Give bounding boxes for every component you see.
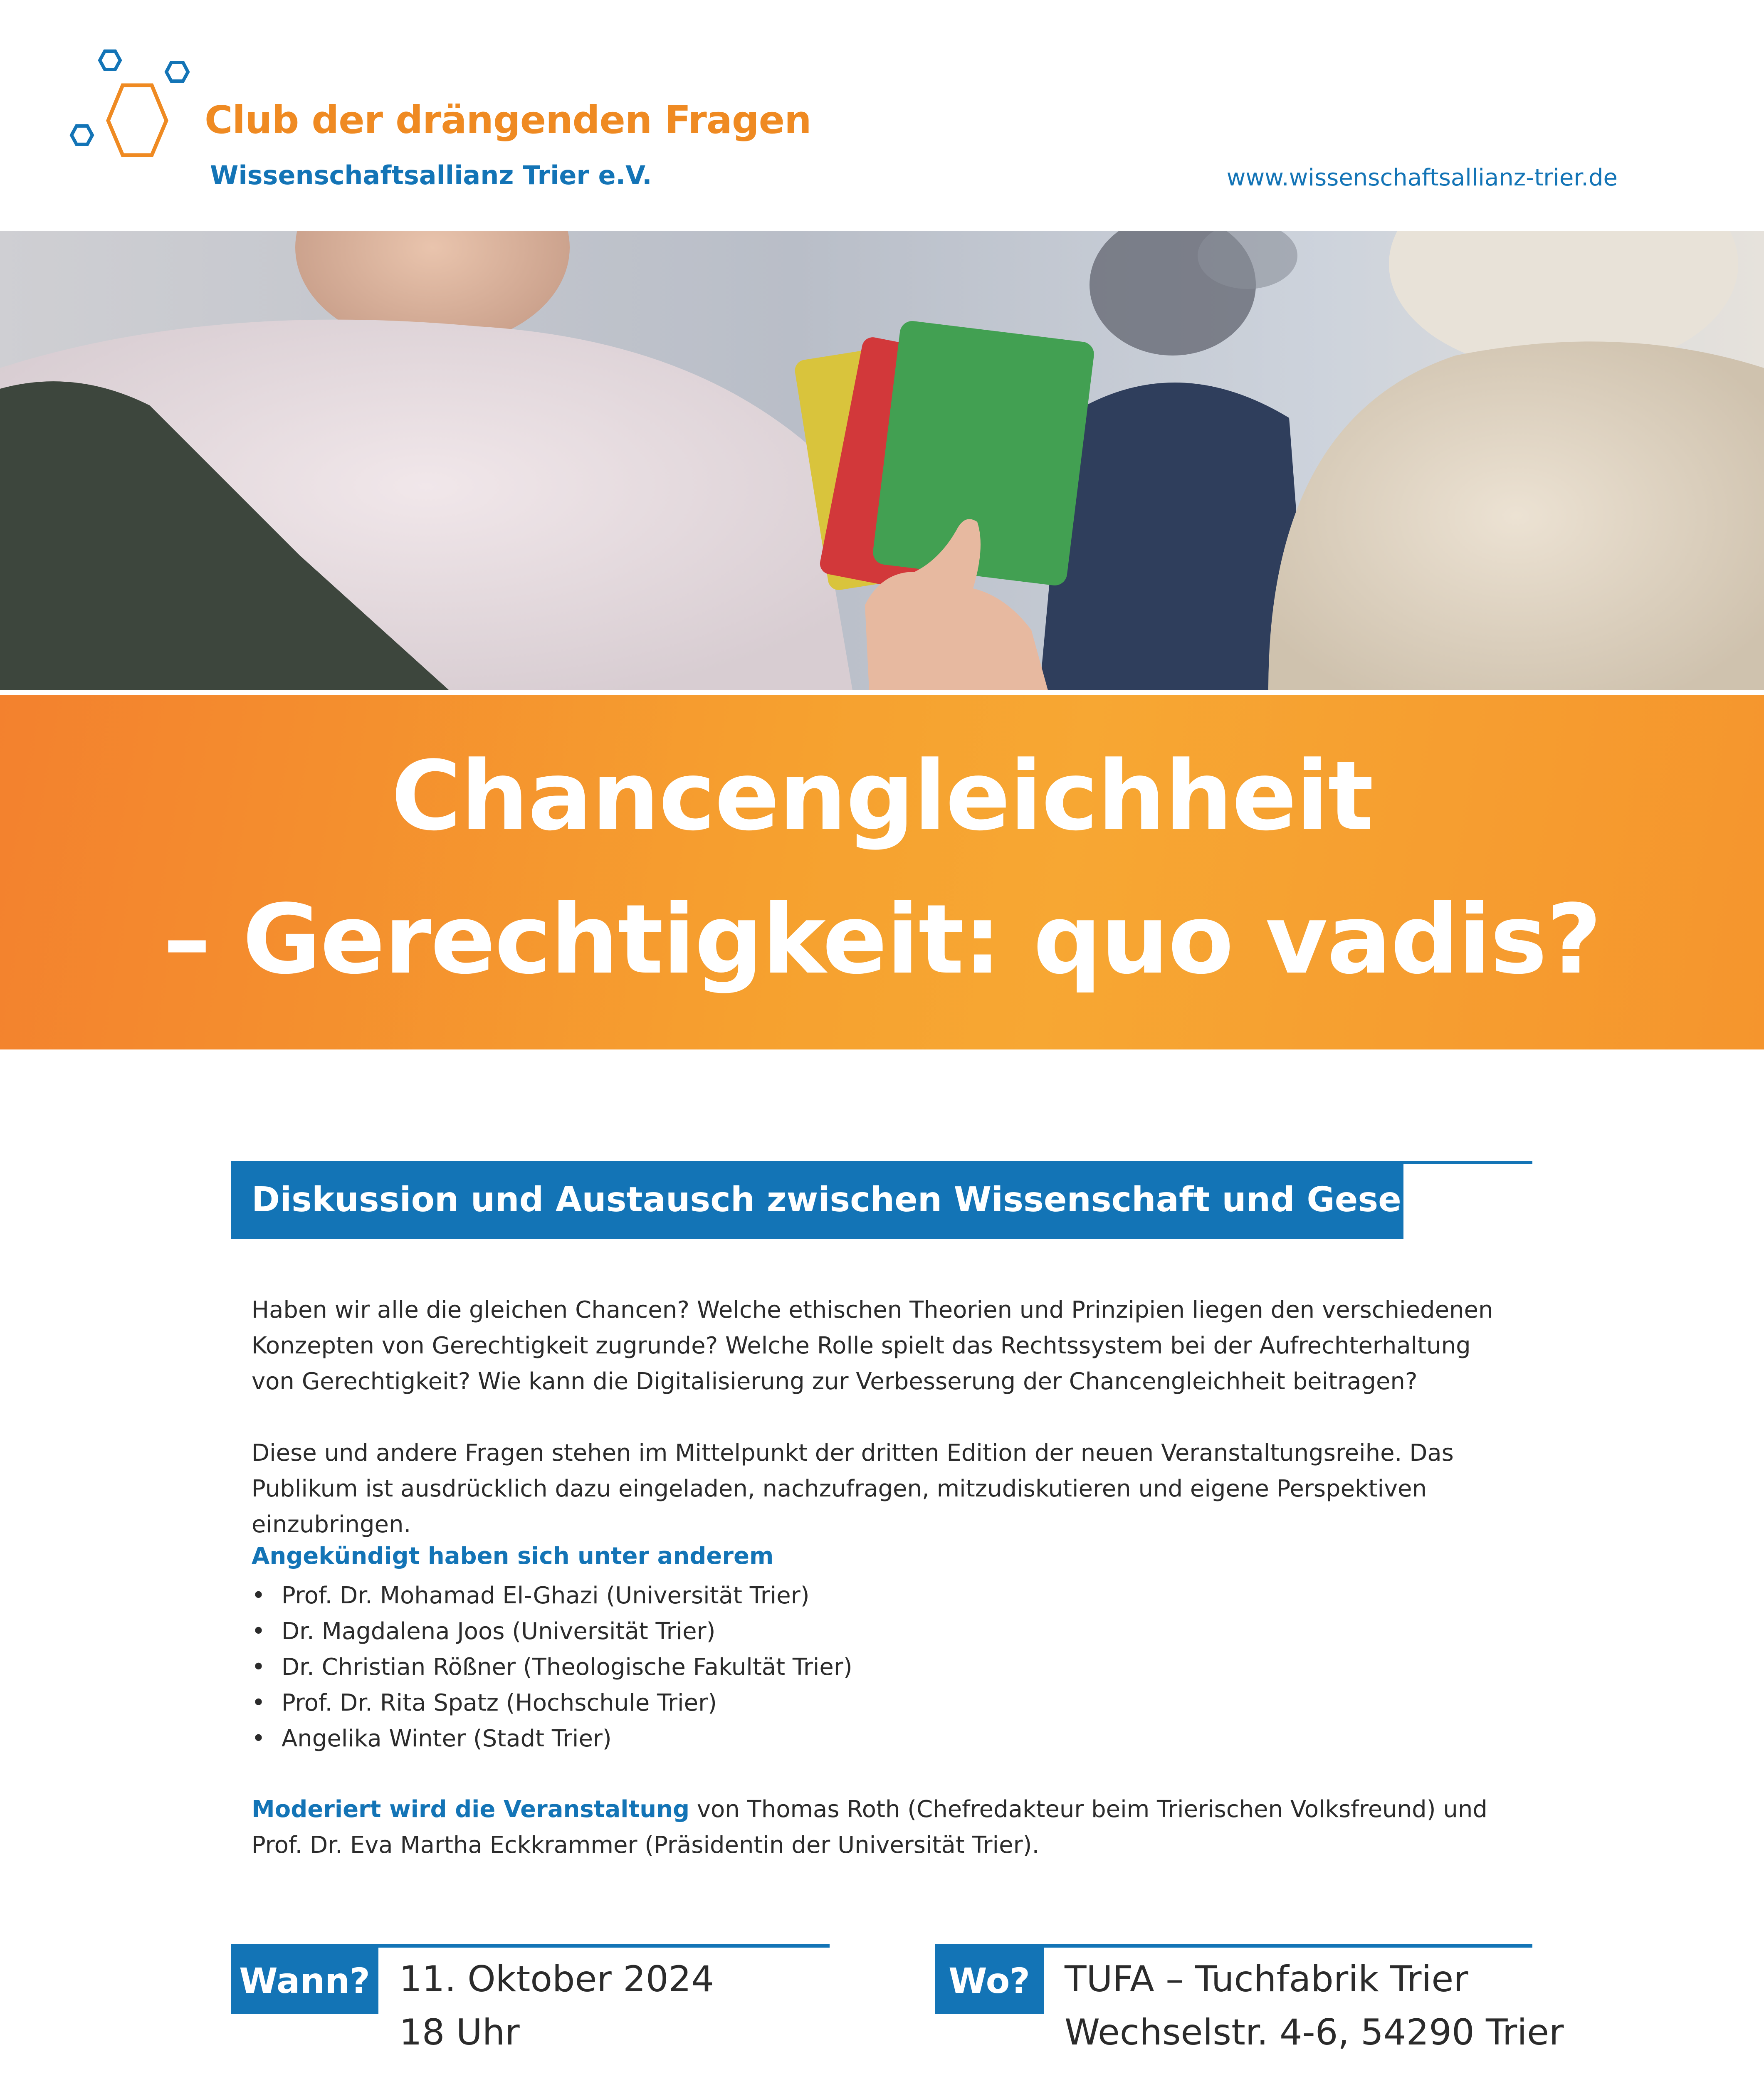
hexagon-cluster-icon — [67, 48, 200, 168]
intro-paragraph: Haben wir alle die gleichen Chancen? Welche ethischen Theorien und Prinzipien liegen den verschiedenen Konzepten von Gerechtigkeit zugrunde? Welche Rolle spielt das Rechtssystem bei der Aufrechterhaltung von Gerechtigkeit? Wie kann die Digitalisierung zur Verbesserung der Chancengleichheit beitragen? — [252, 1296, 1493, 1395]
banner-title-line-1: Chancengleichheit — [391, 741, 1373, 852]
moderation-label: Moderiert wird die Veranstaltung — [252, 1796, 690, 1823]
moderation-text: von Thomas Roth (Chefredakteur beim Trierischen Volksfreund) und — [689, 1796, 1487, 1823]
section-subtitle: Diskussion und Austausch zwischen Wissenschaft und Gesellschaft — [252, 1180, 1544, 1220]
website-link[interactable]: www.wissenschaftsallianz-trier.de — [1226, 164, 1618, 191]
title-banner — [0, 695, 1764, 1049]
event-venue: TUFA – Tuchfabrik Trier — [1065, 1958, 1468, 2000]
banner-title-line-2: – Gerechtigkeit: quo vadis? — [163, 884, 1601, 995]
photo-divider — [0, 690, 1764, 694]
event-date: 11. Oktober 2024 — [399, 1958, 714, 2000]
when-rule — [231, 1944, 830, 1948]
where-rule — [935, 1944, 1532, 1948]
description-paragraph: Diese und andere Fragen stehen im Mittelpunkt der dritten Edition der neuen Veranstaltungsreihe. Das Publikum ist ausdrücklich dazu eingeladen, nachzufragen, mitzudiskutieren und eigene Perspektiven einzubringen. — [252, 1439, 1454, 1538]
list-item: • Dr. Christian Rößner (Theologische Fakultät Trier) — [252, 1649, 852, 1685]
list-item: • Prof. Dr. Rita Spatz (Hochschule Trier) — [252, 1685, 852, 1721]
club-subtitle: Wissenschaftsallianz Trier e.V. — [210, 160, 652, 190]
list-item: • Dr. Magdalena Joos (Universität Trier) — [252, 1614, 852, 1649]
speaker-list — [252, 1578, 852, 1757]
where-label: Wo? — [935, 1948, 1044, 2014]
list-item: • Angelika Winter (Stadt Trier) — [252, 1721, 852, 1757]
club-title: Club der drängenden Fragen — [205, 98, 811, 142]
when-label: Wann? — [231, 1948, 378, 2014]
moderation-text-line-2: Prof. Dr. Eva Martha Eckkrammer (Präsidentin der Universität Trier). — [252, 1832, 1040, 1859]
hero-photo — [0, 231, 1764, 690]
event-time: 18 Uhr — [399, 2012, 520, 2053]
speakers-heading: Angekündigt haben sich unter anderem — [252, 1543, 774, 1570]
subtitle-rule — [231, 1161, 1532, 1164]
list-item: • Prof. Dr. Mohamad El-Ghazi (Universität Trier) — [252, 1578, 852, 1614]
event-address: Wechselstr. 4-6, 54290 Trier — [1065, 2012, 1564, 2053]
moderation-paragraph — [252, 1792, 1541, 1863]
